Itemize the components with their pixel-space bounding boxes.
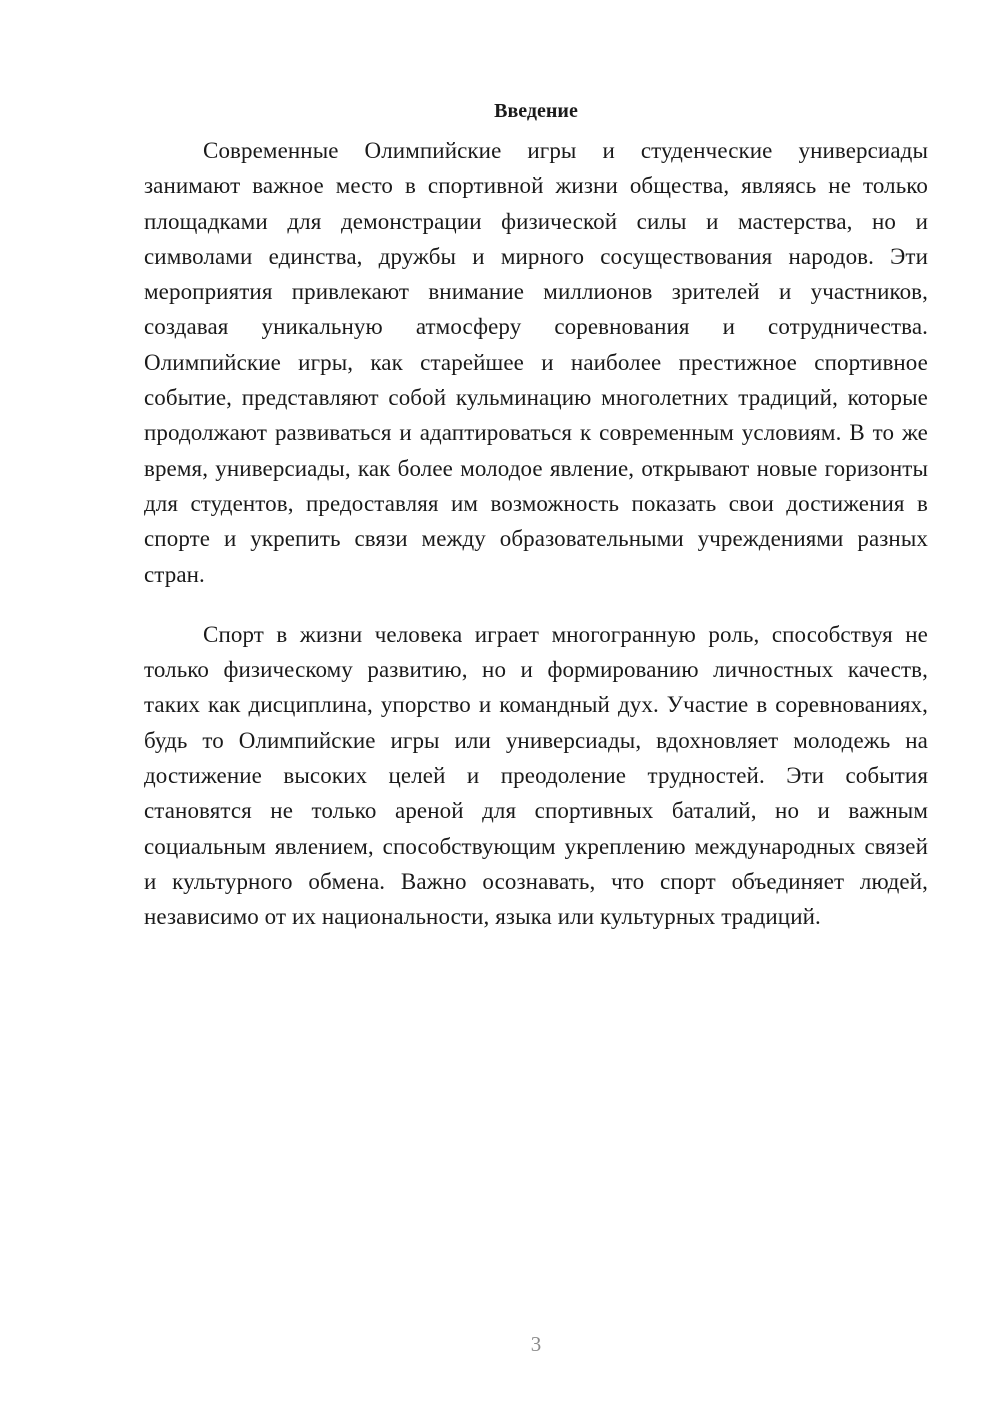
section-title: Введение — [494, 100, 578, 122]
paragraph-intro: Современные Олимпийские игры и студенческие универсиады занимают важное место в спортивной жизни общества, являясь не только площадками для демонстрации физической силы и мастерства, но и символами единства, дружбы и мирного сосуществования народов. Эти мероприятия привлекают внимание миллионов зрителей и участников, создавая уникальную атмосферу соревнования и сотрудничества. Олимпийские игры, как старейшее и наиболее престижное спортивное событие, представляют собой кульминацию многолетних традиций, которые продолжают развиваться и адаптироваться к современным условиям. В то же время, универсиады, как более молодое явление, открывают новые горизонты для студентов, предоставляя им возможность показать свои достижения в спорте и укрепить связи между образовательными учреждениями разных стран. — [144, 138, 928, 587]
page-number: 3 — [530, 1332, 542, 1356]
page-content — [144, 96, 928, 935]
paragraph-sport-role: Спорт в жизни человека играет многогранную роль, способствуя не только физическому развитию, но и формированию личностных качеств, таких как дисциплина, упорство и командный дух. Участие в соревнованиях, будь то Олимпийские игры или универсиады, вдохновляет молодежь на достижение высоких целей и преодоление трудностей. Эти события становятся не только ареной для спортивных баталий, но и важным социальным явлением, способствующим укреплению международных связей и культурного обмена. Важно осознавать, что спорт объединяет людей, независимо от их национальности, языка или культурных традиций. — [144, 621, 928, 930]
